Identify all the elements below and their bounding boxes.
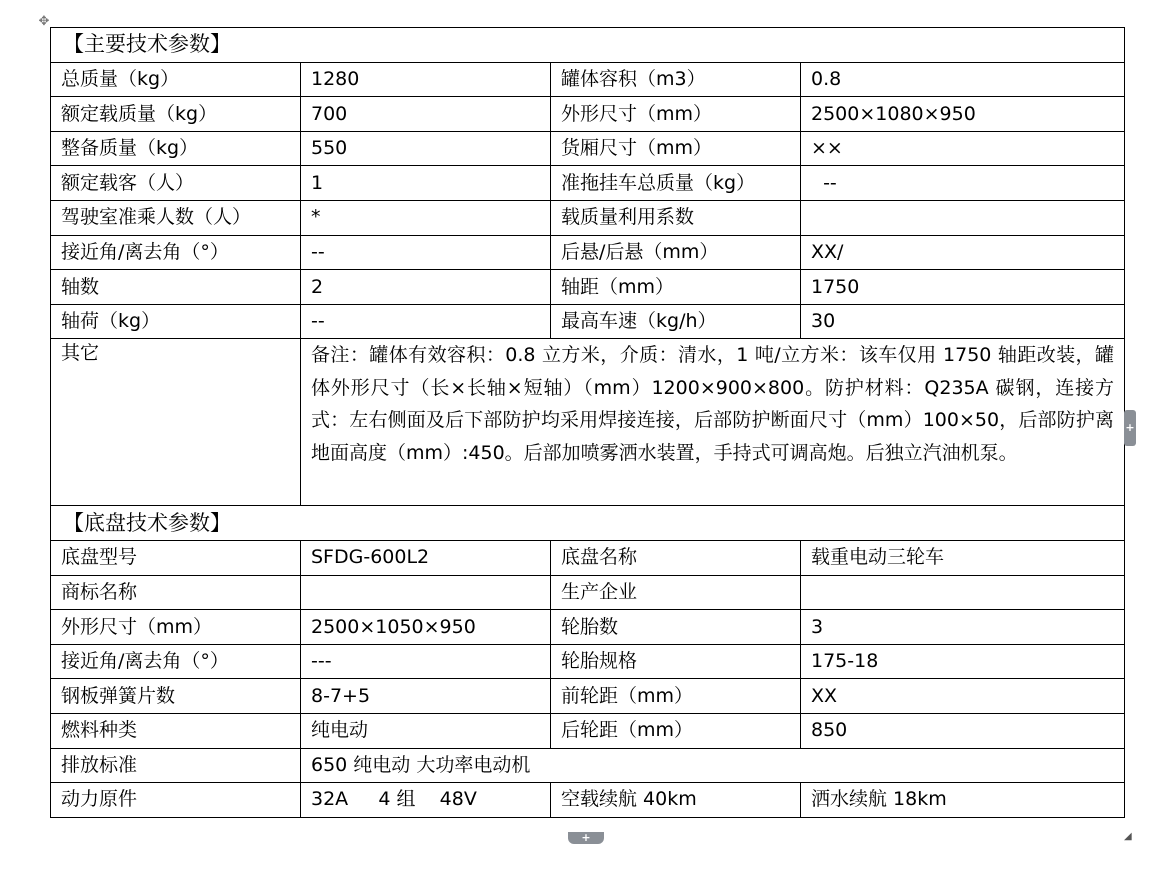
cell-value[interactable] <box>301 575 551 610</box>
cell-value[interactable]: -- <box>301 304 551 339</box>
cell-value[interactable] <box>801 575 1125 610</box>
cell-value[interactable]: -- <box>801 166 1125 201</box>
emission-value[interactable]: 650 纯电动 大功率电动机 <box>301 748 1125 783</box>
cell-label[interactable]: 外形尺寸（mm） <box>551 97 801 132</box>
cell-label[interactable]: 额定载客（人） <box>51 166 301 201</box>
table-row <box>51 166 1125 201</box>
cell-label[interactable]: 货厢尺寸（mm） <box>551 131 801 166</box>
cell-value[interactable]: 1 <box>301 166 551 201</box>
cell-label[interactable]: 驾驶室准乘人数（人） <box>51 200 301 235</box>
power-value[interactable]: 32A 4 组 48V <box>301 783 551 818</box>
cell-value[interactable]: 8-7+5 <box>301 679 551 714</box>
cell-label[interactable]: 最高车速（kg/h） <box>551 304 801 339</box>
cell-value[interactable]: 2500×1050×950 <box>301 610 551 645</box>
cell-label[interactable]: 接近角/离去角（°） <box>51 644 301 679</box>
chassis-section-header <box>51 506 1125 541</box>
cell-label[interactable]: 后悬/后悬（mm） <box>551 235 801 270</box>
table-row <box>51 200 1125 235</box>
spec-table <box>50 27 1125 818</box>
main-section-header <box>51 28 1125 63</box>
cell-label[interactable]: 底盘名称 <box>551 540 801 575</box>
cell-label[interactable]: 轴距（mm） <box>551 270 801 305</box>
cell-label[interactable]: 罐体容积（m3） <box>551 62 801 97</box>
cell-value[interactable]: --- <box>301 644 551 679</box>
cell-value[interactable]: 2 <box>301 270 551 305</box>
main-section-title: 【主要技术参数】 <box>51 28 1125 63</box>
cell-label[interactable]: 轴数 <box>51 270 301 305</box>
cell-value[interactable]: 2500×1080×950 <box>801 97 1125 132</box>
cell-label[interactable]: 燃料种类 <box>51 713 301 748</box>
cell-value[interactable]: SFDG-600L2 <box>301 540 551 575</box>
cell-value[interactable]: 700 <box>301 97 551 132</box>
cell-label[interactable]: 轴荷（kg） <box>51 304 301 339</box>
table-row <box>51 304 1125 339</box>
cell-value[interactable]: ×× <box>801 131 1125 166</box>
table-move-icon[interactable]: ✥ <box>38 14 50 29</box>
table-resize-icon[interactable]: ◢ <box>1124 831 1132 842</box>
table-row <box>51 644 1125 679</box>
cell-value[interactable]: 175-18 <box>801 644 1125 679</box>
cell-label[interactable]: 生产企业 <box>551 575 801 610</box>
table-row <box>51 713 1125 748</box>
power-row <box>51 783 1125 818</box>
chassis-section-title: 【底盘技术参数】 <box>51 506 1125 541</box>
add-column-icon[interactable]: + <box>568 832 604 844</box>
cell-label[interactable]: 整备质量（kg） <box>51 131 301 166</box>
cell-label[interactable]: 轮胎规格 <box>551 644 801 679</box>
cell-value[interactable]: 550 <box>301 131 551 166</box>
table-row <box>51 235 1125 270</box>
cell-value[interactable]: 载重电动三轮车 <box>801 540 1125 575</box>
table-row <box>51 540 1125 575</box>
power-label[interactable]: 动力原件 <box>51 783 301 818</box>
cell-label[interactable]: 前轮距（mm） <box>551 679 801 714</box>
cell-label[interactable]: 外形尺寸（mm） <box>51 610 301 645</box>
range-spray[interactable]: 洒水续航 18km <box>801 783 1125 818</box>
cell-value[interactable]: 纯电动 <box>301 713 551 748</box>
cell-label[interactable]: 准拖挂车总质量（kg） <box>551 166 801 201</box>
table-row <box>51 62 1125 97</box>
cell-value[interactable]: 30 <box>801 304 1125 339</box>
cell-label[interactable]: 钢板弹簧片数 <box>51 679 301 714</box>
cell-value[interactable]: 1280 <box>301 62 551 97</box>
add-row-icon[interactable]: + <box>1124 410 1136 446</box>
cell-value[interactable]: XX <box>801 679 1125 714</box>
cell-value[interactable]: XX/ <box>801 235 1125 270</box>
cell-value[interactable]: 1750 <box>801 270 1125 305</box>
cell-label[interactable]: 额定载质量（kg） <box>51 97 301 132</box>
table-row <box>51 610 1125 645</box>
cell-value[interactable]: 0.8 <box>801 62 1125 97</box>
cell-label[interactable]: 接近角/离去角（°） <box>51 235 301 270</box>
cell-label[interactable]: 载质量利用系数 <box>551 200 801 235</box>
table-row <box>51 270 1125 305</box>
cell-value[interactable] <box>801 200 1125 235</box>
cell-label[interactable]: 商标名称 <box>51 575 301 610</box>
table-row <box>51 575 1125 610</box>
cell-label[interactable]: 底盘型号 <box>51 540 301 575</box>
cell-value[interactable]: -- <box>301 235 551 270</box>
emission-label[interactable]: 排放标准 <box>51 748 301 783</box>
table-row <box>51 97 1125 132</box>
other-label[interactable]: 其它 <box>51 339 301 506</box>
cell-label[interactable]: 后轮距（mm） <box>551 713 801 748</box>
other-note[interactable]: 备注：罐体有效容积：0.8 立方米，介质：清水，1 吨/立方米：该车仅用 1750 轴距改装，罐体外形尺寸（长×长轴×短轴）（mm）1200×900×800。防护材料：Q235A 碳钢，连接方式：左右侧面及后下部防护均采用焊接连接，后部防护断面尺寸（mm）100×50，后部防护离地面高度（mm）:450。后部加喷雾洒水装置，手持式可调高炮。后独立汽油机泵。 <box>301 339 1125 506</box>
cell-value[interactable]: * <box>301 200 551 235</box>
cell-value[interactable]: 3 <box>801 610 1125 645</box>
other-row <box>51 339 1125 506</box>
table-row <box>51 679 1125 714</box>
table-row <box>51 131 1125 166</box>
cell-value[interactable]: 850 <box>801 713 1125 748</box>
cell-label[interactable]: 总质量（kg） <box>51 62 301 97</box>
emission-row <box>51 748 1125 783</box>
range-empty[interactable]: 空载续航 40km <box>551 783 801 818</box>
cell-label[interactable]: 轮胎数 <box>551 610 801 645</box>
